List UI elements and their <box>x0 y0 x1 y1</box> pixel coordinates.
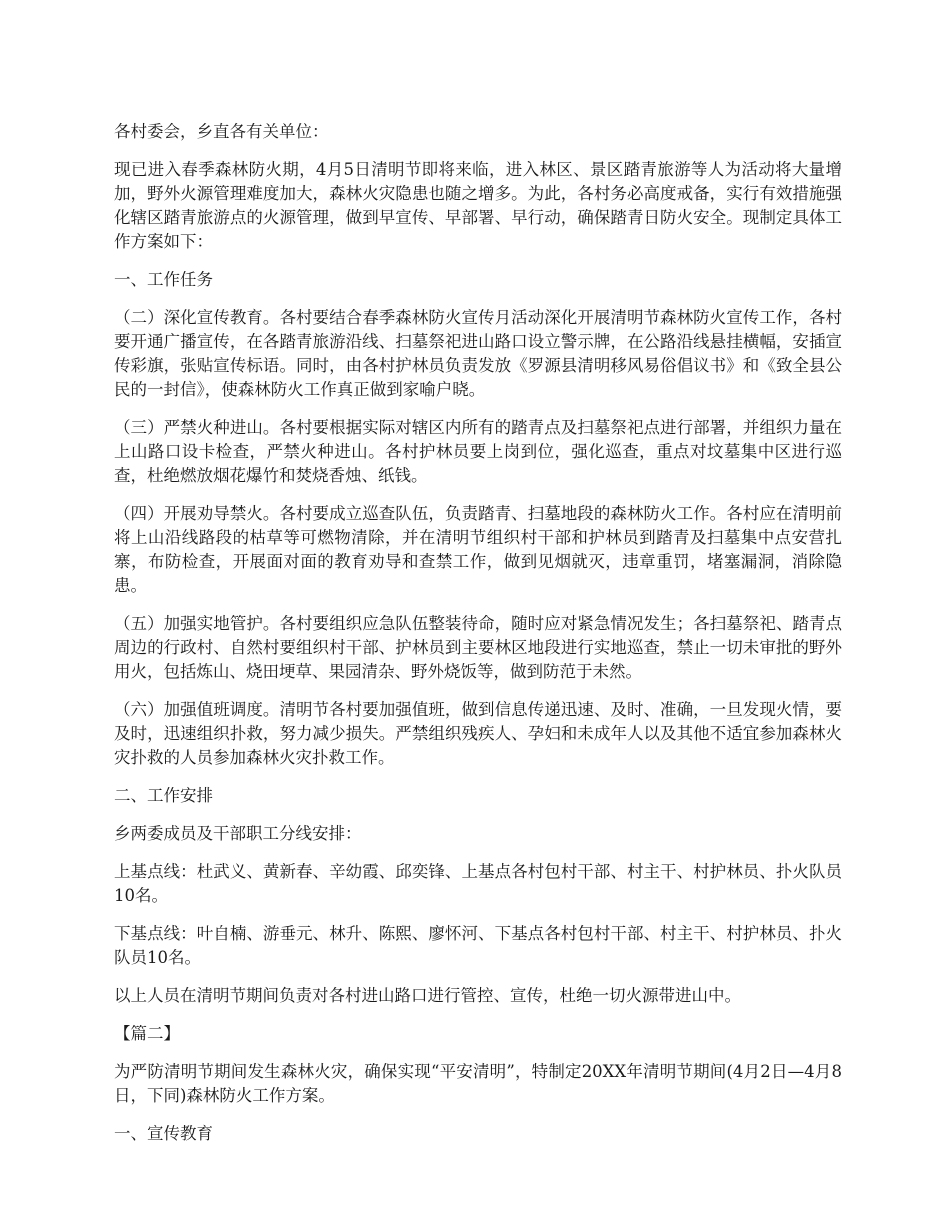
section-heading-publicity: 一、宣传教育 <box>114 1124 213 1143</box>
arrangement-intro: 乡两委成员及干部职工分线安排： <box>114 824 362 843</box>
paragraph-item-5: （五）加强实地管护。各村要组织应急队伍整装待命，随时应对紧急情况发生；各扫墓祭祀、踏青点周边的行政村、自然村要组织村干部、护林员到主要林区地段进行实地巡查，禁止一切未审批的野外用火，包括炼山、烧田埂草、果园清杂、野外烧饭等，做到防范于未然。 <box>114 614 842 681</box>
document-body <box>114 120 842 1160</box>
part-two-heading: 【篇二】 <box>114 1024 180 1043</box>
section-heading-arrangement: 二、工作安排 <box>114 786 213 805</box>
upper-line-staff: 上基点线：杜武义、黄新春、辛幼霞、邱奕锋、上基点各村包村干部、村主干、村护林员、扑火队员10名。 <box>114 862 842 905</box>
part-two-intro: 为严防清明节期间发生森林火灾，确保实现“平安清明”，特制定20XX年清明节期间(4月2日—4月8日，下同)森林防火工作方案。 <box>114 1062 842 1105</box>
paragraph-item-4: （四）开展劝导禁火。各村要成立巡查队伍，负责踏青、扫墓地段的森林防火工作。各村应在清明前将上山沿线路段的枯草等可燃物清除，并在清明节组织村干部和护林员到踏青及扫墓集中点安营扎寨，布防检查，开展面对面的教育劝导和查禁工作，做到见烟就灭，违章重罚，堵塞漏洞，消除隐患。 <box>114 504 842 595</box>
paragraph-item-6: （六）加强值班调度。清明节各村要加强值班，做到信息传递迅速、及时、准确，一旦发现火情，要及时，迅速组织扑救，努力减少损失。严禁组织残疾人、孕妇和未成年人以及其他不适宜参加森林火灾扑救的人员参加森林火灾扑救工作。 <box>114 700 842 767</box>
salutation: 各村委会，乡直各有关单位： <box>114 122 329 141</box>
lower-line-staff: 下基点线：叶自楠、游垂元、林升、陈熙、廖怀河、下基点各村包村干部、村主干、村护林员、扑火队员10名。 <box>114 924 842 967</box>
paragraph-item-3: （三）严禁火种进山。各村要根据实际对辖区内所有的踏青点及扫墓祭祀点进行部署，并组织力量在上山路口设卡检查，严禁火种进山。各村护林员要上岗到位，强化巡查，重点对坟墓集中区进行巡查，杜绝燃放烟花爆竹和焚烧香烛、纸钱。 <box>114 418 842 485</box>
intro-paragraph: 现已进入春季森林防火期，4月5日清明节即将来临，进入林区、景区踏青旅游等人为活动将大量增加，野外火源管理难度加大，森林火灾隐患也随之增多。为此，各村务必高度戒备，实行有效措施强化辖区踏青旅游点的火源管理，做到早宣传、早部署、早行动，确保踏青日防火安全。现制定具体工作方案如下： <box>114 160 842 251</box>
section-heading-tasks: 一、工作任务 <box>114 270 213 289</box>
staff-duty-paragraph: 以上人员在清明节期间负责对各村进山路口进行管控、宣传，杜绝一切火源带进山中。 <box>114 986 741 1005</box>
paragraph-item-2: （二）深化宣传教育。各村要结合春季森林防火宣传月活动深化开展清明节森林防火宣传工作，各村要开通广播宣传，在各踏青旅游沿线、扫墓祭祀进山路口设立警示牌，在公路沿线悬挂横幅，安插宣传彩旗，张贴宣传标语。同时，由各村护林员负责发放《罗源县清明移风易俗倡议书》和《致全县公民的一封信》，使森林防火工作真正做到家喻户晓。 <box>114 308 842 399</box>
